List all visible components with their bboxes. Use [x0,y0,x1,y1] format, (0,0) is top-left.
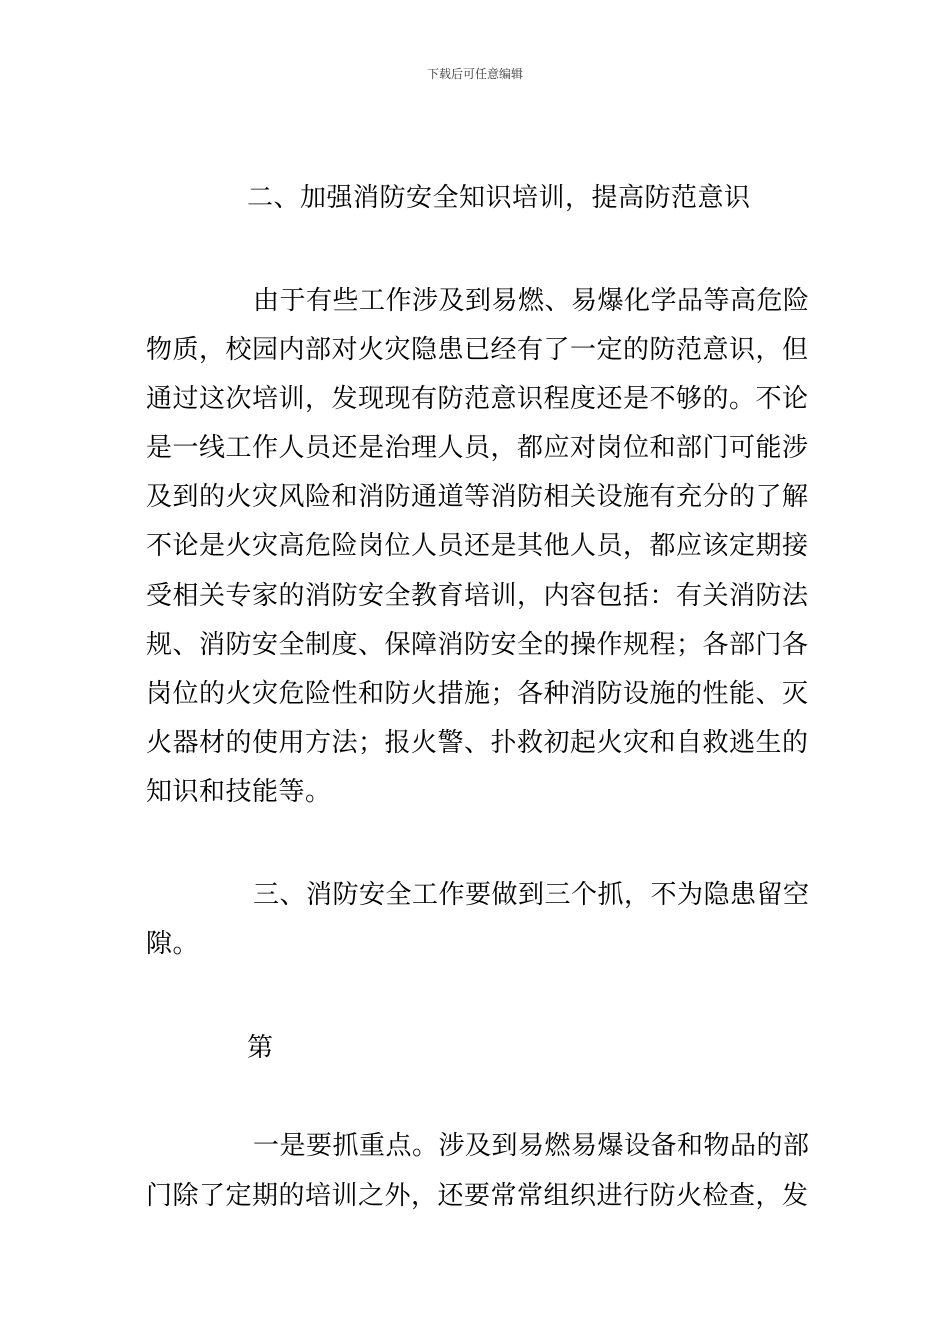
paragraph-line: 通过这次培训，发现现有防范意识程度还是不够的。不论 [146,384,809,414]
paragraph-line: 火器材的使用方法；报火警、扑救初起火灾和自救逃生的 [146,728,809,758]
heading-line: 三、消防安全工作要做到三个抓，不为隐患留空 [253,880,810,910]
paragraph-line: 物质，校园内部对火灾隐患已经有了一定的防范意识，但 [146,335,809,365]
ordinal-label: 第 [247,1033,274,1063]
paragraph-line: 由于有些工作涉及到易燃、易爆化学品等高危险 [253,286,810,316]
page-header: 下载后可任意编辑 [426,67,523,81]
paragraph-line: 规、消防安全制度、保障消防安全的操作规程；各部门各 [146,630,809,660]
paragraph-line: 受相关专家的消防安全教育培训，内容包括：有关消防法 [146,581,809,611]
heading-line: 隙。 [146,929,200,959]
paragraph-line: 一是要抓重点。涉及到易燃易爆设备和物品的部 [253,1131,810,1161]
paragraph-line: 是一线工作人员还是治理人员，都应对岗位和部门可能涉 [146,433,809,463]
paragraph-line: 不论是火灾高危险岗位人员还是其他人员，都应该定期接 [146,531,809,561]
section-heading-2: 二、加强消防安全知识培训，提高防范意识 [247,183,751,213]
paragraph-line: 知识和技能等。 [146,777,332,807]
paragraph-line: 岗位的火灾危险性和防火措施；各种消防设施的性能、灭 [146,679,809,709]
paragraph-line: 门除了定期的培训之外，还要常常组织进行防火检查，发 [146,1181,809,1211]
paragraph-line: 及到的火灾风险和消防通道等消防相关设施有充分的了解 [146,482,809,512]
